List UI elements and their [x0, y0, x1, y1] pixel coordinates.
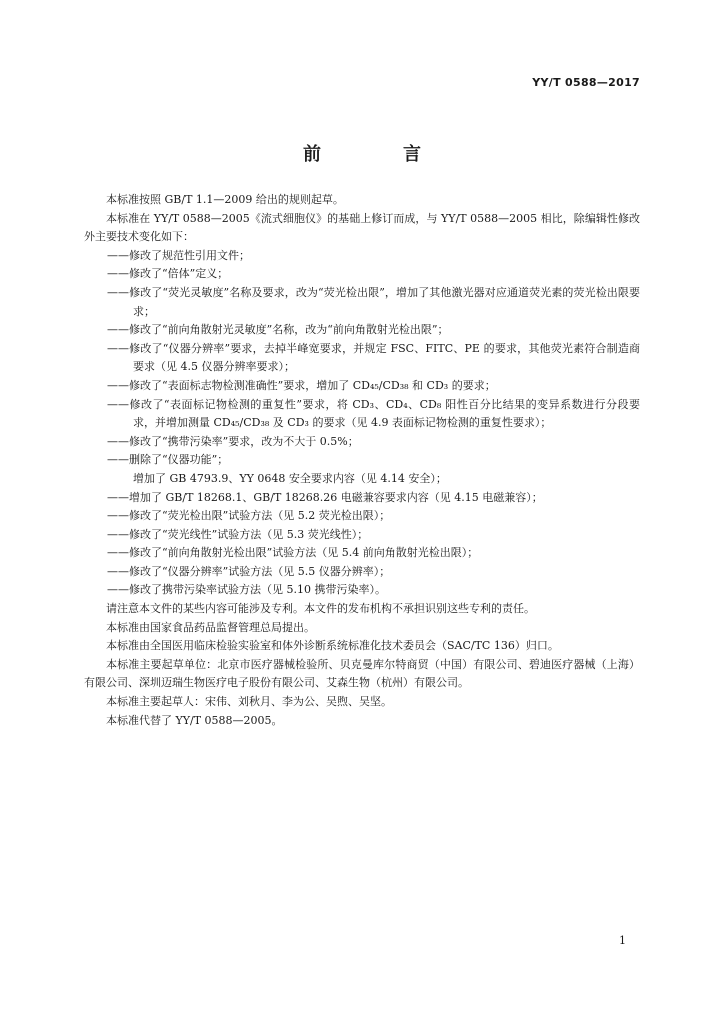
list-item: ——删除了“仪器功能”； — [107, 453, 229, 467]
paragraph: 本标准由国家食品药品监督管理总局提出。 — [106, 620, 315, 634]
list-item: ——修改了“倍体”定义； — [107, 267, 229, 281]
list-item: 增加了 GB 4793.9、YY 0648 安全要求内容（见 4.14 安全）； — [133, 471, 447, 485]
list-item: ——修改了“前向角散射光检出限”试验方法（见 5.4 前向角散射光检出限）； — [107, 546, 479, 560]
list-item: ——修改了规范性引用文件； — [107, 248, 250, 262]
list-item: ——修改了携带污染率试验方法（见 5.10 携带污染率）。 — [107, 583, 386, 597]
list-item: ——修改了“仪器分辨率”要求，去掉半峰宽要求，并规定 FSC、FITC、PE 的要求，其他荧光素符合制造商要求（见 4.5 仪器分辨率要求）； — [107, 341, 640, 374]
list-item: ——修改了“荧光检出限”试验方法（见 5.2 荧光检出限）； — [107, 509, 391, 523]
list-item: ——修改了“表面标记物检测的重复性”要求，将 CD₃、CD₄、CD₈ 阳性百分比结果的变异系数进行分段要求，并增加测量 CD₄₅/CD₃₈ 及 CD₃ 的要求（见 4.9 表面标记物检测的重复性要求）； — [107, 397, 640, 430]
list-item: ——修改了“前向角散射光灵敏度”名称，改为“前向角散射光检出限”； — [107, 323, 449, 337]
list-item: ——修改了“荧光线性”试验方法（见 5.3 荧光线性）； — [107, 527, 369, 541]
standard-code: YY/T 0588—2017 — [532, 76, 640, 89]
paragraph: 本标准主要起草单位：北京市医疗器械检验所、贝克曼库尔特商贸（中国）有限公司、碧迪医疗器械（上海）有限公司、深圳迈瑞生物医疗电子股份有限公司、艾森生物（杭州）有限公司。 — [84, 657, 640, 690]
paragraph: 本标准由全国医用临床检验实验室和体外诊断系统标准化技术委员会（SAC/TC 136）归口。 — [106, 639, 559, 653]
paragraph: 本标准代替了 YY/T 0588—2005。 — [106, 713, 283, 727]
paragraph: 本标准在 YY/T 0588—2005《流式细胞仪》的基础上修订而成，与 YY/T 0588—2005 相比，除编辑性修改外主要技术变化如下： — [84, 211, 640, 244]
list-item: ——增加了 GB/T 18268.1、GB/T 18268.26 电磁兼容要求内容（见 4.15 电磁兼容）； — [107, 490, 543, 504]
list-item: ——修改了“携带污染率”要求，改为不大于 0.5%； — [107, 434, 359, 448]
paragraph: 本标准主要起草人：宋伟、刘秋月、李为公、吴煦、吴坚。 — [106, 695, 392, 709]
list-item: ——修改了“荧光灵敏度”名称及要求，改为“荧光检出限”，增加了其他激光器对应通道荧光素的荧光检出限要求； — [107, 285, 640, 318]
page-title: 前 言 — [303, 144, 453, 165]
list-item: ——修改了“仪器分辨率”试验方法（见 5.5 仪器分辨率）； — [107, 564, 391, 578]
list-item: ——修改了“表面标志物检测准确性”要求，增加了 CD₄₅/CD₃₈ 和 CD₃ 的要求； — [107, 378, 496, 392]
paragraph: 本标准按照 GB/T 1.1—2009 给出的规则起草。 — [106, 193, 344, 206]
document-body — [84, 191, 640, 730]
page-number: 1 — [619, 934, 626, 947]
paragraph: 请注意本文件的某些内容可能涉及专利。本文件的发布机构不承担识别这些专利的责任。 — [106, 602, 535, 616]
